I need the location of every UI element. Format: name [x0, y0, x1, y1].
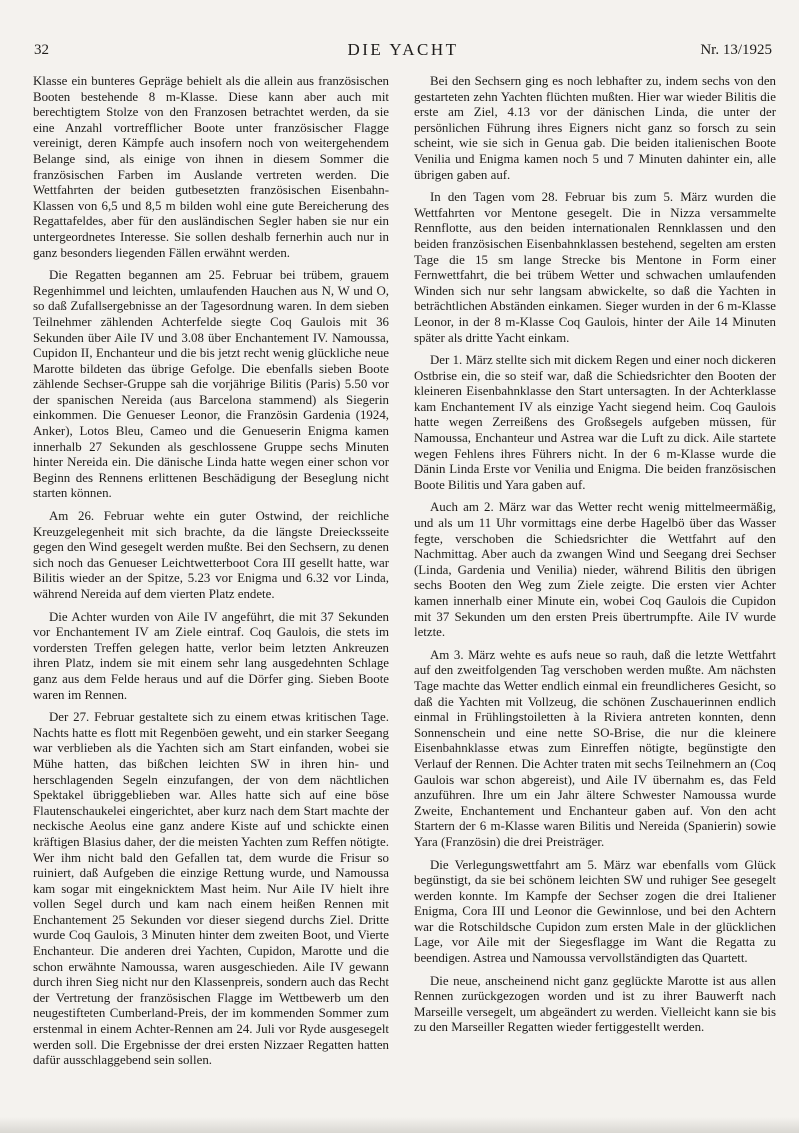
- paragraph: Der 1. März stellte sich mit dickem Regen und einer noch dickeren Ostbrise ein, die so steif war, daß die Schiedsrichter den Booten der kleineren Eisenbahnklasse den Start untersagten. In der Achterklasse kam Enchantement IV als einzige Yacht siegend heim. Coq Gaulois hatte wegen Zerreißens des Großsegels aufgeben müssen, für Namoussa, Enchanteur und Astrea war die Luft zu dick. Aile startete wegen Fehlens ihres Führers nicht. In der 6 m-Klasse wurde die Dänin Linda Erste vor Venilia und Enigma. Die beiden französischen Boote Bilitis und Yara gaben auf.: [414, 353, 776, 492]
- paragraph: Die Achter wurden von Aile IV angeführt, die mit 37 Sekunden vor Enchantement IV am Ziele eintraf. Coq Gaulois, die stets im vordersten Treffen gelegen hatte, verlor beim letzten Ankreuzen ihren Platz, indem sie mit einem sehr lang ausgedehnten Schlage ganz aus dem Felde heraus und auf die Dörfer ging. Sieben Boote waren im Rennen.: [33, 609, 389, 702]
- page-number: 32: [34, 42, 49, 58]
- paragraph: Am 3. März wehte es aufs neue so rauh, daß die letzte Wettfahrt auf den zweitfolgenden Tag verschoben werden mußte. Am nächsten Tage machte das Wetter endlich einmal ein freundlicheres Gesicht, so daß die Yachten mit Vollzeug, die schönen Zuschauerinnen endlich einmal in Frühlingstoiletten à la Riviera antreten konnten, denn Sonnenschein und eine nette SO-Brise, die nur die kleinere Eisenbahnklasse etwas zum Einreffen nötigte, begünstigte den Verlauf der Rennen. Die Achter traten mit sechs Teilnehmern an (Coq Gaulois war schon abgereist), und Aile IV übernahm es, das Feld anzuführen. Ihre um ein Jahr ältere Schwester Namoussa wurde Zweite, Enchantement und Enchanteur gaben auf. Von den acht Startern der 6 m-Klasse waren Bilitis und Nereida (Spanierin) sowie Yara (Französin) die drei Preisträger.: [414, 647, 776, 849]
- paragraph: Die neue, anscheinend nicht ganz geglückte Marotte ist aus allen Rennen zurückgezogen worden und ist zu ihrer Bauwerft nach Marseille versegelt, um abgeändert zu werden. Vielleicht kann sie bis zu den Marseiller Regatten wieder fertiggestellt werden.: [414, 973, 776, 1035]
- paragraph: Bei den Sechsern ging es noch lebhafter zu, indem sechs von den gestarteten zehn Yachten flüchten mußten. Hier war wieder Bilitis die erste am Ziel, 4.13 vor der dänischen Linda, die unter der persönlichen Führung ihres Eigners nicht ganz so forsch zu sein scheint, wie sie sich in Genua gab. Die beiden italienischen Boote Venilia und Enigma kamen noch 5 und 7 Minuten dahinter ein, alle übrigen gaben auf.: [414, 74, 776, 182]
- page-edge: [0, 1117, 799, 1133]
- paragraph: In den Tagen vom 28. Februar bis zum 5. März wurden die Wettfahrten vor Mentone gesegelt. Die in Nizza versammelte Rennflotte, aus den beiden internationalen Rennklassen und den beiden französischen Eisenbahnklassen bestehend, segelten am ersten Tage die 15 sm lange Strecke bis Mentone in Form einer Fernwettfahrt, die bei trübem Wetter und schwachen umlaufenden Winden sich nur sehr langsam abwickelte, so daß die Yachten in beträchtlichen Abständen einkamen. Sieger wurden in der 6 m-Klasse Leonor, in der 8 m-Klasse Coq Gaulois, hinter der Aile 14 Minuten später als dritte Yacht einkam.: [414, 190, 776, 345]
- page-header: [34, 40, 772, 64]
- right-column: [414, 74, 776, 1043]
- paragraph: Die Verlegungswettfahrt am 5. März war ebenfalls vom Glück begünstigt, da sie bei schönem leichten SW und ruhiger See gesegelt werden konnte. Im Kampfe der Sechser zogen die drei Italiener Enigma, Cora III und Leonor die Gewinnlose, und bei den Achtern war die Rotschildsche Cupidon zum ersten Male in der glücklichen Lage, vor Aile mit der Siegesflagge im Want die Regatta zu beendigen. Astrea und Namoussa vervollständigten das Quartett.: [414, 857, 776, 966]
- paragraph: Am 26. Februar wehte ein guter Ostwind, der reichliche Kreuzgelegenheit mit sich brachte, da die längste Dreiecksseite gegen den Wind gesegelt werden mußte. Bei den Sechsern, zu denen sich noch das Genueser Leichtwetterboot Cora III gesellt hatte, war Bilitis wieder an der Spitze, 5.23 vor Enigma und 6.32 vor Linda, während Nereida auf dem vierten Platz endete.: [33, 509, 389, 601]
- paragraph: Klasse ein bunteres Gepräge behielt als die allein aus französischen Booten bestehende 8 m-Klasse. Diese kann aber auch mit berechtigtem Stolze von den Franzosen betrachtet werden, da sie eine Anzahl vortrefflicher Boote unter französischer Flagge vereinigt, deren Kämpfe auch insofern noch von weitergehendem Belange sind, als einige von ihnen in diesem Sommer die französischen Farben im Auslande vertreten werden. Die Wettfahrten der beiden gutbesetzten französischen Eisenbahn-Klassen von 6,5 und 8,5 m bilden wohl eine gute Bereicherung des Regattafeldes, aber für den ausländischen Segler haben sie nur ein untergeordnetes Interesse. Sie sollen deshalb fernerhin auch nur in ganz besonders liegenden Fällen erwähnt werden.: [33, 74, 389, 260]
- paragraph: Auch am 2. März war das Wetter recht wenig mittelmeermäßig, und als um 11 Uhr vormittags eine derbe Hagelbö über das Wasser fegte, verschoben die Schiedsrichter die Wettfahrt auf den Nachmittag. Aber auch da zwangen Wind und Seegang drei Sechser (Linda, Gardenia und Venilia) nieder, während Bilitis den übrigen sechs Booten den Weg zum Ziele zeigte. Die ersten vier Achter kamen innerhalb einer Minute ein, wobei Coq Gaulois die Cupidon mit 37 Sekunden um den ersten Preis übertrumpfte. Aile IV wurde letzte.: [414, 500, 776, 640]
- paragraph: Die Regatten begannen am 25. Februar bei trübem, grauem Regenhimmel und leichten, umlaufenden Hauchen aus N, W und O, so daß Zufallsergebnisse an der Tagesordnung waren. In dem sieben Teilnehmer zählenden Achterfelde siegte Coq Gaulois mit 36 Sekunden über Aile IV und 3.08 über Enchantement IV. Namoussa, Cupidon II, Enchanteur und die bis jetzt recht wenig glückliche neue Marotte bildeten das übrige Gefolge. Die ebenfalls sieben Boote zählende Sechser-Gruppe sah die vorjährige Bilitis (Paris) 5.50 vor der spanischen Nereida (aus Barcelona stammend) als Siegerin einkommen. Die Genueser Leonor, die Französin Gardenia (1924, Anker), Lotos Bleu, Cameo und die Genueserin Enigma kamen innerhalb 27 Sekunden als geschlossene Gruppe sechs Minuten hinter Nereida ein. Die dänische Linda hatte wegen einer schon vor Beginn des Rennens erlittenen Beschädigung der Beseglung nicht starten können.: [33, 268, 389, 501]
- journal-title: DIE YACHT: [347, 40, 459, 59]
- paragraph: Der 27. Februar gestaltete sich zu einem etwas kritischen Tage. Nachts hatte es flott mit Regenböen geweht, und ein starker Seegang war verblieben als die Yachten sich am Start einfanden, wobei sie Mühe hatten, das bißchen leichten SW in ihren hin- und herschlagenden Segeln einzufangen, der von dem nächtlichen Spektakel übriggeblieben war. Alles hatte sich auf eine böse Flautenschaukelei eingerichtet, aber kurz nach dem Start machte der neckische Aeolus eine ganz andere Kiste auf und schickte einen kräftigen Blasius daher, der die meisten Yachten zum Reffen nötigte. Wer ihm nicht bald den Gefallen tat, dem wurde die Frisur so ruiniert, daß Aufgeben die einzige Rettung wurde, und Namoussa kam sogar mit eingeknicktem Mast heim. Nur Aile IV hielt ihre vollen Segel durch und kam nach einem heißen Rennen mit Enchantement 25 Sekunden vor dieser siegend durchs Ziel. Dritte wurde Coq Gaulois, 3 Minuten hinter dem zweiten Boot, und Vierte Enchanteur. Die anderen drei Yachten, Cupidon, Marotte und die schon erwähnte Namoussa, waren ausgeschieden. Aile IV gewann durch ihren Sieg nicht nur den Klassenpreis, sondern auch das Recht der Vertretung der französischen Flagge im Wettbewerb um den neugestifteten Cumberland-Preis, der im kommenden Sommer zum erstenmal in einem Achter-Rennen am 24. Juli vor Ryde ausgesegelt werden soll. Die Ergebnisse der drei ersten Nizzaer Regatten hatten dafür ausschlaggebend sein sollen.: [33, 710, 389, 1068]
- issue-number: Nr. 13/1925: [700, 42, 772, 58]
- left-column: [33, 74, 389, 1076]
